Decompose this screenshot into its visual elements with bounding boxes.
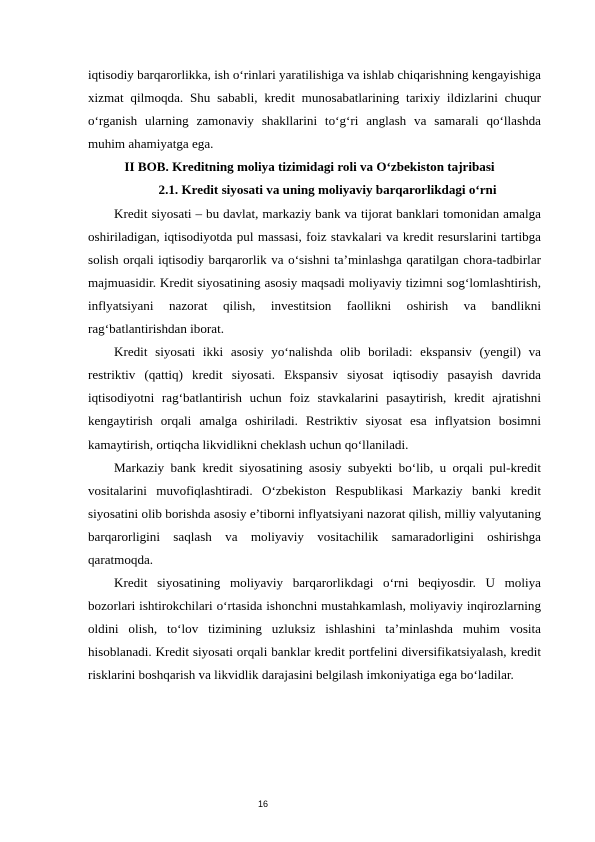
chapter-heading: II BOB. Kreditning moliya tizimidagi roli va O‘zbekiston tajribasi xyxy=(124,159,495,175)
paragraph-financial-stability: Kredit siyosatining moliyaviy barqarorlikdagi o‘rni beqiyosdir. U moliya bozorlari ishtirokchilari o‘rtasida ishonchni mustahkamlash, moliyaviy inqirozlarning oldini olish, to‘lov tizimining uzluksiz ishlashini ta’minlashda muhim vosita hisoblanadi. Kredit siyosati orqali banklar kredit portfelini diversifikatsiyalash, kredit risklarini boshqarish va likvidlik darajasini belgilash imkoniyatiga ega bo‘ladilar. xyxy=(88,575,541,683)
paragraph-continuation: iqtisodiy barqarorlikka, ish o‘rinlari yaratilishiga va ishlab chiqarishning kengayishiga xizmat qilmoqda. Shu sababli, kredit munosabatlarining tarixiy ildizlarini chuqur o‘rganish ularning zamonaviy shakllarini to‘g‘ri anglash va samarali qo‘llashda muhim ahamiyatga ega. xyxy=(88,67,541,152)
section-heading: 2.1. Kredit siyosati va uning moliyaviy barqarorlikdagi o‘rni xyxy=(158,182,497,198)
paragraph-central-bank: Markaziy bank kredit siyosatining asosiy subyekti bo‘lib, u orqali pul-kredit vositalarini muvofiqlashtiradi. O‘zbekiston Respublikasi Markaziy banki kredit siyosatini olib borishda asosiy e’tiborni inflyatsiyani nazorat qilish, milliy valyutaning barqarorligini saqlash va moliyaviy vositachilik samaradorligini oshirishga qaratmoqda. xyxy=(88,459,541,567)
page-number: 16 xyxy=(257,799,268,809)
paragraph-credit-policy-definition: Kredit siyosati – bu davlat, markaziy bank va tijorat banklari tomonidan amalga oshiriladigan, iqtisodiyotda pul massasi, foiz stavkalari va kredit resurslarini tartibga solish orqali iqtisodiy barqarorlik va o‘sishni ta’minlashga qaratilgan chora-tadbirlar majmuasidir. Kredit siyosatining asosiy maqsadi moliyaviy tizimni sog‘lomlashtirish, inflyatsiyani nazorat qilish, investitsion faollikni oshirish va bandlikni rag‘batlantirishdan iborat. xyxy=(88,205,541,337)
paragraph-policy-directions: Kredit siyosati ikki asosiy yo‘nalishda olib boriladi: ekspansiv (yengil) va restriktiv (qattiq) kredit siyosati. Ekspansiv siyosat iqtisodiy pasayish davrida iqtisodiyotni rag‘batlantirish uchun foiz stavkalarini pasaytirish, kredit ajratishni kengaytirish orqali amalga oshiriladi. Restriktiv siyosat esa inflyatsion bosimni kamaytirish, ortiqcha likvidlikni cheklash uchun qo‘llaniladi. xyxy=(88,344,541,452)
document-page xyxy=(88,63,541,687)
